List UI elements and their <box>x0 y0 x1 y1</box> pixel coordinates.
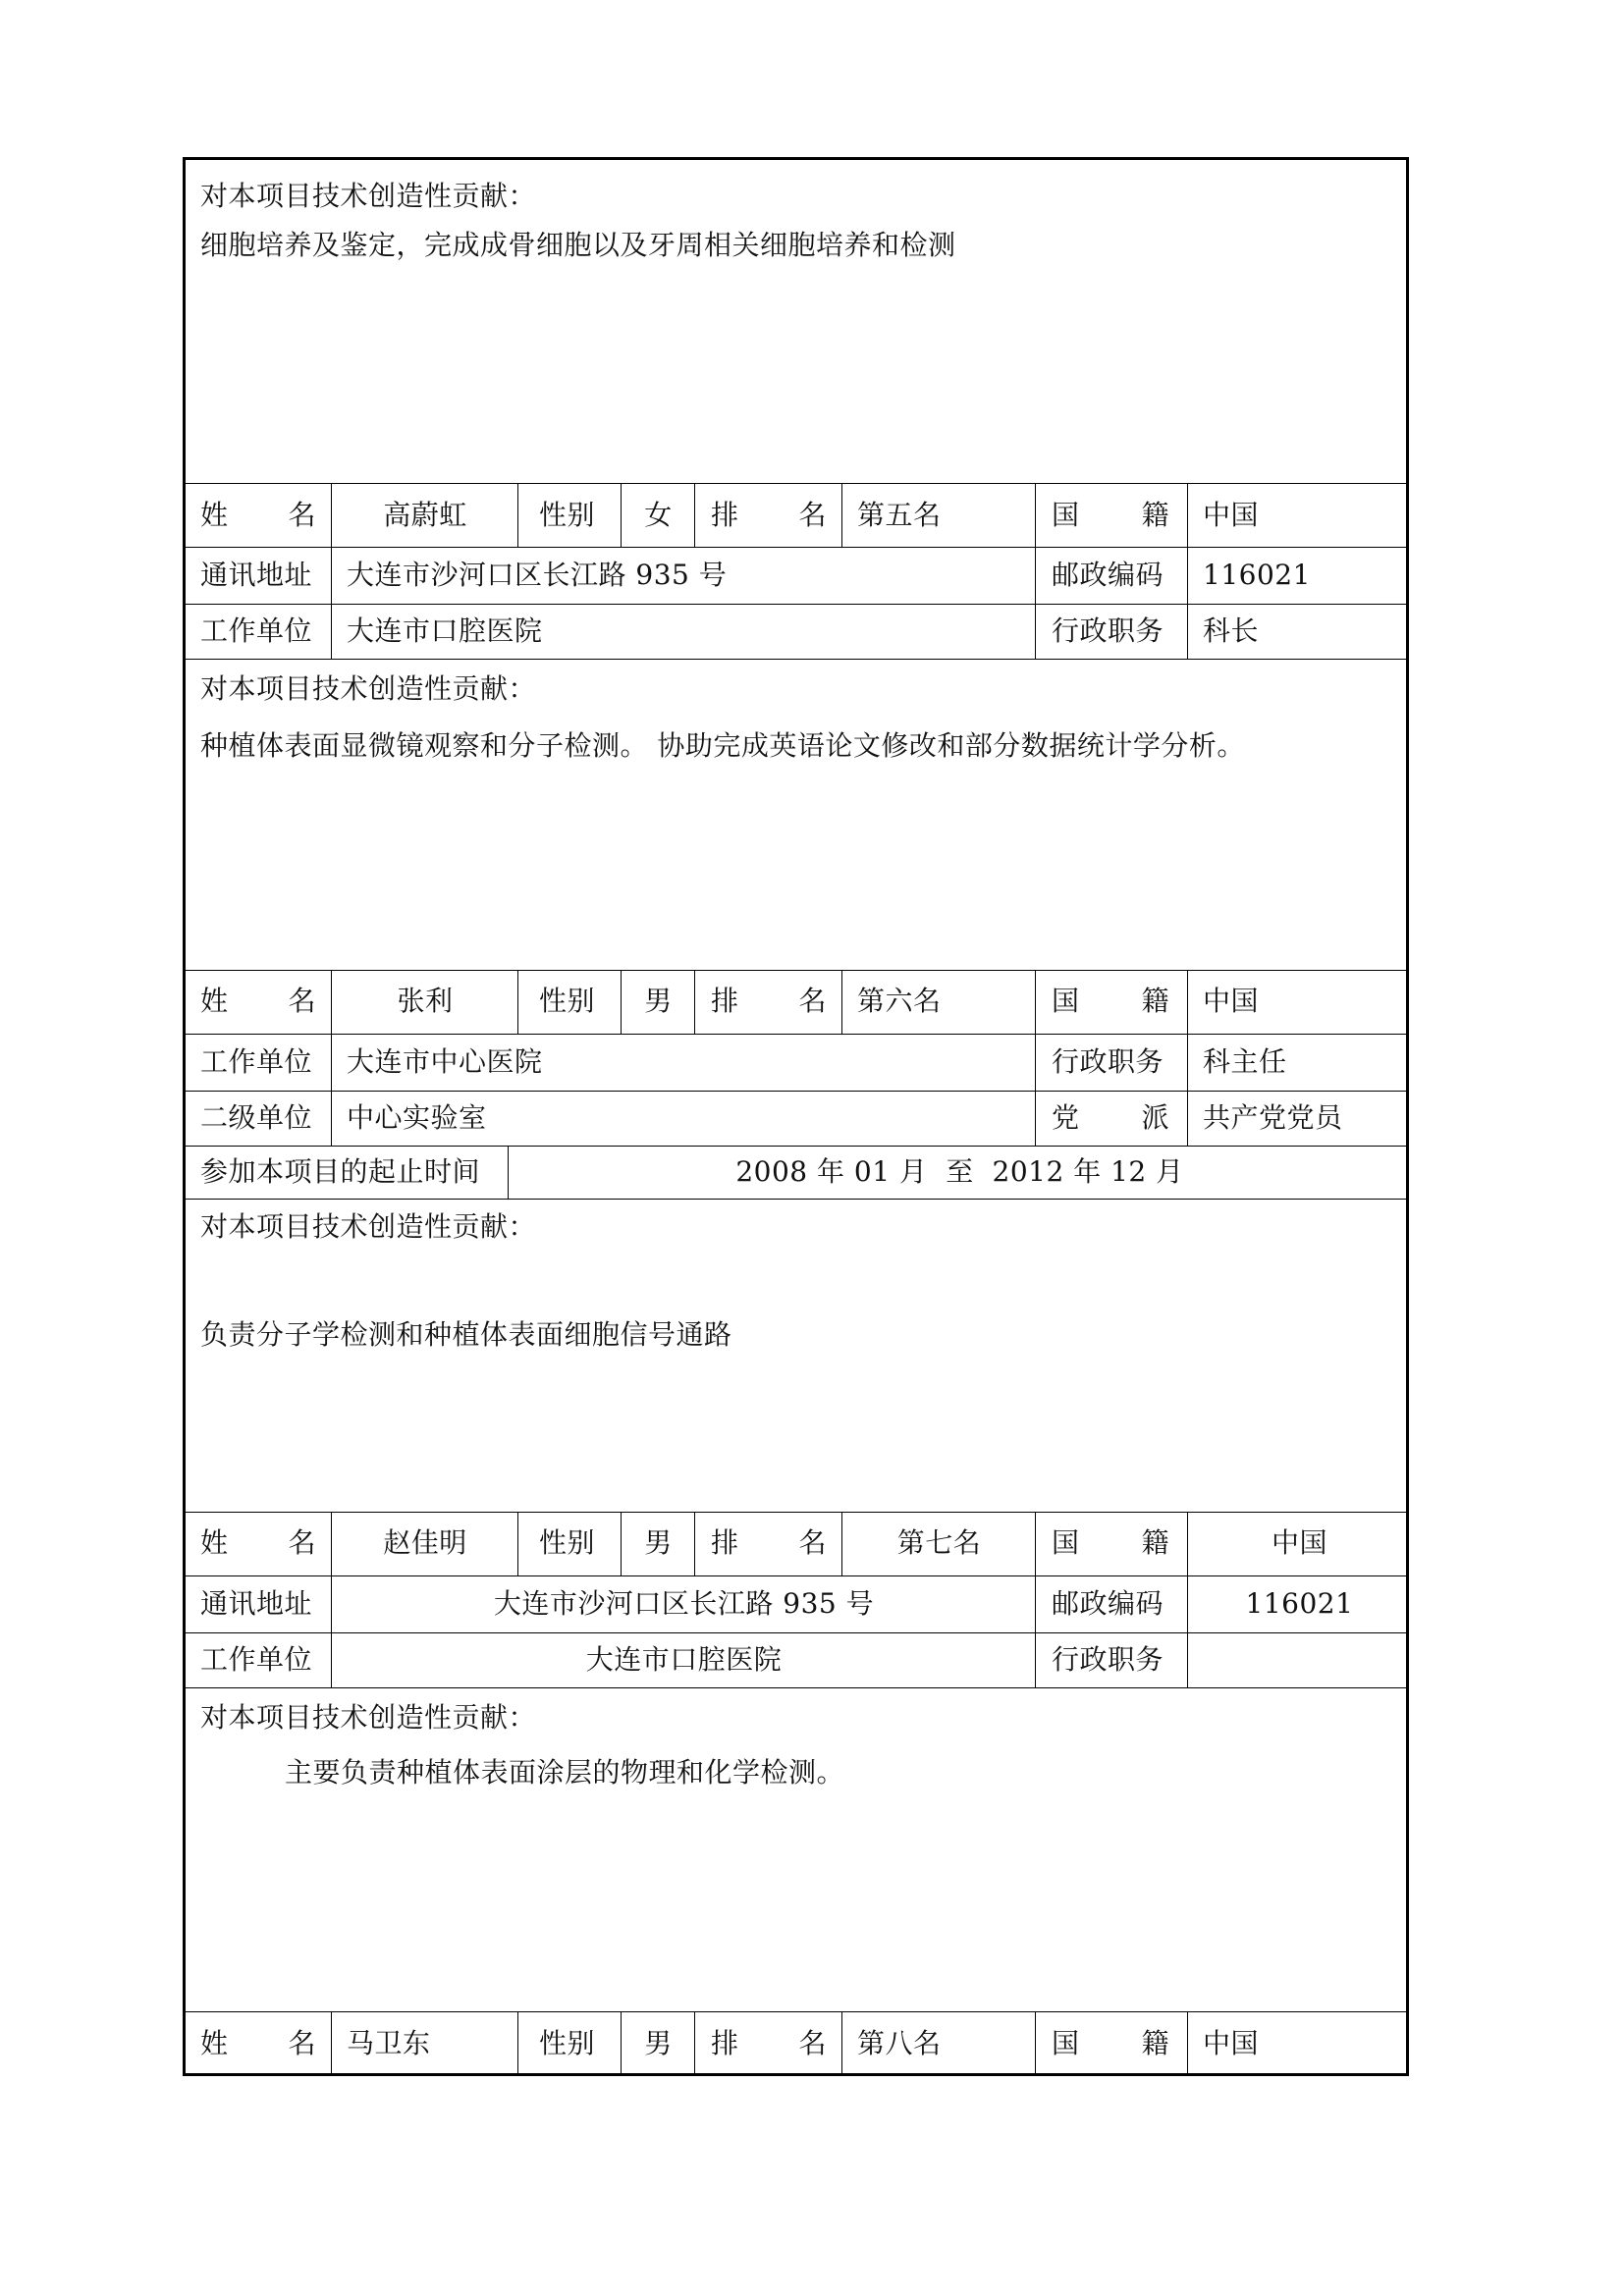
nationality-label <box>1052 2027 1169 2060</box>
gender-value: 男 <box>644 2027 673 2059</box>
nationality-label-char: 籍 <box>1141 985 1169 1017</box>
col-divider <box>331 547 332 659</box>
name-label-char: 名 <box>288 499 316 531</box>
postcode-value: 116021 <box>1203 559 1311 591</box>
row-divider <box>186 547 1406 548</box>
gender-label: 性别 <box>539 985 596 1017</box>
name-label-char: 姓 <box>200 1526 229 1559</box>
rank-label-char: 排 <box>711 1526 739 1559</box>
col-divider <box>621 1512 622 1575</box>
name-label-char: 姓 <box>200 499 229 531</box>
col-divider <box>517 970 518 1034</box>
address-label: 通讯地址 <box>200 1587 313 1620</box>
name-value: 张利 <box>397 985 454 1017</box>
col-divider <box>331 1575 332 1687</box>
col-divider <box>1035 483 1036 547</box>
col-divider <box>1035 1512 1036 1575</box>
rank-label <box>711 1526 827 1560</box>
col-divider <box>331 483 332 547</box>
col-divider <box>621 2011 622 2076</box>
name-label-char: 名 <box>288 2027 316 2059</box>
row-divider <box>186 970 1406 971</box>
rank-label-char: 名 <box>798 2027 827 2059</box>
rank-value: 第六名 <box>857 985 942 1017</box>
address-value: 大连市沙河口区长江路 935 号 <box>493 1587 875 1620</box>
gender-value: 男 <box>644 985 673 1017</box>
rank-label-char: 名 <box>798 985 827 1017</box>
position-value: 科长 <box>1203 614 1260 647</box>
col-divider <box>1035 1575 1036 1687</box>
col-divider <box>1187 547 1188 659</box>
rank-value: 第五名 <box>857 499 942 531</box>
row-divider <box>186 1199 1406 1200</box>
col-divider <box>1035 2011 1036 2076</box>
col-divider <box>331 1512 332 1575</box>
col-divider <box>621 483 622 547</box>
contribution-label: 对本项目技术创造性贡献： <box>200 672 537 705</box>
contribution-text: 负责分子学检测和种植体表面细胞信号通路 <box>200 1318 732 1351</box>
col-divider <box>1187 1575 1188 1687</box>
nationality-label-char: 国 <box>1052 499 1080 531</box>
nationality-label-char: 国 <box>1052 2027 1080 2059</box>
contribution-label: 对本项目技术创造性贡献： <box>200 1210 537 1243</box>
row-divider <box>186 1146 1406 1147</box>
rank-label-char: 名 <box>798 499 827 531</box>
col-divider <box>694 1512 695 1575</box>
col-divider <box>517 2011 518 2076</box>
col-divider <box>1187 2011 1188 2076</box>
col-divider <box>1187 483 1188 547</box>
contribution-label: 对本项目技术创造性贡献： <box>200 180 537 212</box>
nationality-label-char: 国 <box>1052 1526 1080 1559</box>
nationality-value: 中国 <box>1203 2027 1260 2059</box>
col-divider <box>1187 970 1188 1034</box>
name-label-char: 姓 <box>200 985 229 1017</box>
row-divider <box>186 2011 1406 2012</box>
contribution-text: 细胞培养及鉴定，完成成骨细胞以及牙周相关细胞培养和检测 <box>200 229 956 261</box>
rank-label <box>711 2027 827 2060</box>
row-divider <box>186 1034 1406 1035</box>
name-label <box>200 2027 316 2060</box>
name-label <box>200 499 316 532</box>
party-label-char: 派 <box>1141 1101 1169 1134</box>
gender-label: 性别 <box>539 1526 596 1559</box>
name-label-char: 姓 <box>200 2027 229 2059</box>
postcode-label: 邮政编码 <box>1052 1587 1164 1620</box>
gender-value: 女 <box>644 499 673 531</box>
col-divider <box>841 483 842 547</box>
postcode-value: 116021 <box>1245 1587 1354 1620</box>
nationality-value: 中国 <box>1203 985 1260 1017</box>
rank-label <box>711 985 827 1018</box>
position-label: 行政职务 <box>1052 1045 1164 1078</box>
workplace-label: 工作单位 <box>200 1643 313 1676</box>
row-divider <box>186 1632 1406 1633</box>
form-table <box>183 157 1409 2076</box>
workplace-value: 大连市中心医院 <box>347 1045 543 1078</box>
rank-label-char: 排 <box>711 985 739 1017</box>
party-value: 共产党党员 <box>1203 1101 1343 1134</box>
postcode-label: 邮政编码 <box>1052 559 1164 591</box>
name-label <box>200 1526 316 1560</box>
contribution-label: 对本项目技术创造性贡献： <box>200 1701 537 1734</box>
col-divider <box>1187 1512 1188 1575</box>
position-label: 行政职务 <box>1052 614 1164 647</box>
col-divider <box>694 2011 695 2076</box>
col-divider <box>508 1146 509 1199</box>
nationality-label-char: 籍 <box>1141 499 1169 531</box>
nationality-label-char: 国 <box>1052 985 1080 1017</box>
row-divider <box>186 1575 1406 1576</box>
col-divider <box>1187 1034 1188 1146</box>
row-divider <box>186 483 1406 484</box>
col-divider <box>517 483 518 547</box>
row-divider <box>186 1687 1406 1688</box>
col-divider <box>621 970 622 1034</box>
dept-value: 中心实验室 <box>347 1101 487 1134</box>
col-divider <box>517 1512 518 1575</box>
row-divider <box>186 1512 1406 1513</box>
name-label-char: 名 <box>288 1526 316 1559</box>
nationality-value: 中国 <box>1271 1526 1327 1559</box>
nationality-label <box>1052 985 1169 1018</box>
name-label <box>200 985 316 1018</box>
col-divider <box>694 970 695 1034</box>
row-divider <box>186 604 1406 605</box>
position-value: 科主任 <box>1203 1045 1287 1078</box>
rank-value: 第八名 <box>857 2027 942 2059</box>
rank-label <box>711 499 827 532</box>
name-value: 赵佳明 <box>383 1526 467 1559</box>
col-divider <box>331 970 332 1034</box>
workplace-value: 大连市口腔医院 <box>585 1643 783 1676</box>
col-divider <box>841 1512 842 1575</box>
col-divider <box>331 2011 332 2076</box>
period-value: 2008 年 01 月 至 2012 年 12 月 <box>735 1155 1184 1188</box>
contribution-text: 种植体表面显微镜观察和分子检测。 协助完成英语论文修改和部分数据统计学分析。 <box>200 729 1245 762</box>
contribution-text: 主要负责种植体表面涂层的物理和化学检测。 <box>285 1756 845 1789</box>
workplace-value: 大连市口腔医院 <box>347 614 543 647</box>
period-label: 参加本项目的起止时间 <box>200 1155 481 1188</box>
address-value: 大连市沙河口区长江路 935 号 <box>347 559 728 591</box>
col-divider <box>841 2011 842 2076</box>
nationality-value: 中国 <box>1203 499 1260 531</box>
col-divider <box>1035 547 1036 659</box>
col-divider <box>841 970 842 1034</box>
rank-label-char: 排 <box>711 499 739 531</box>
gender-label: 性别 <box>539 2027 596 2059</box>
name-label-char: 名 <box>288 985 316 1017</box>
rank-label-char: 名 <box>798 1526 827 1559</box>
nationality-label <box>1052 499 1169 532</box>
workplace-label: 工作单位 <box>200 1045 313 1078</box>
rank-label-char: 排 <box>711 2027 739 2059</box>
col-divider <box>1035 1034 1036 1146</box>
dept-label: 二级单位 <box>200 1101 313 1134</box>
gender-label: 性别 <box>539 499 596 531</box>
nationality-label <box>1052 1526 1169 1560</box>
row-divider <box>186 1091 1406 1092</box>
rank-value: 第七名 <box>896 1526 982 1559</box>
nationality-label-char: 籍 <box>1141 1526 1169 1559</box>
party-label-char: 党 <box>1052 1101 1080 1134</box>
nationality-label-char: 籍 <box>1141 2027 1169 2059</box>
gender-value: 男 <box>644 1526 673 1559</box>
position-label: 行政职务 <box>1052 1643 1164 1676</box>
address-label: 通讯地址 <box>200 559 313 591</box>
col-divider <box>1035 970 1036 1034</box>
party-label <box>1052 1101 1169 1135</box>
workplace-label: 工作单位 <box>200 614 313 647</box>
name-value: 马卫东 <box>347 2027 431 2059</box>
name-value: 高蔚虹 <box>383 499 467 531</box>
row-divider <box>186 659 1406 660</box>
col-divider <box>694 483 695 547</box>
col-divider <box>331 1034 332 1146</box>
